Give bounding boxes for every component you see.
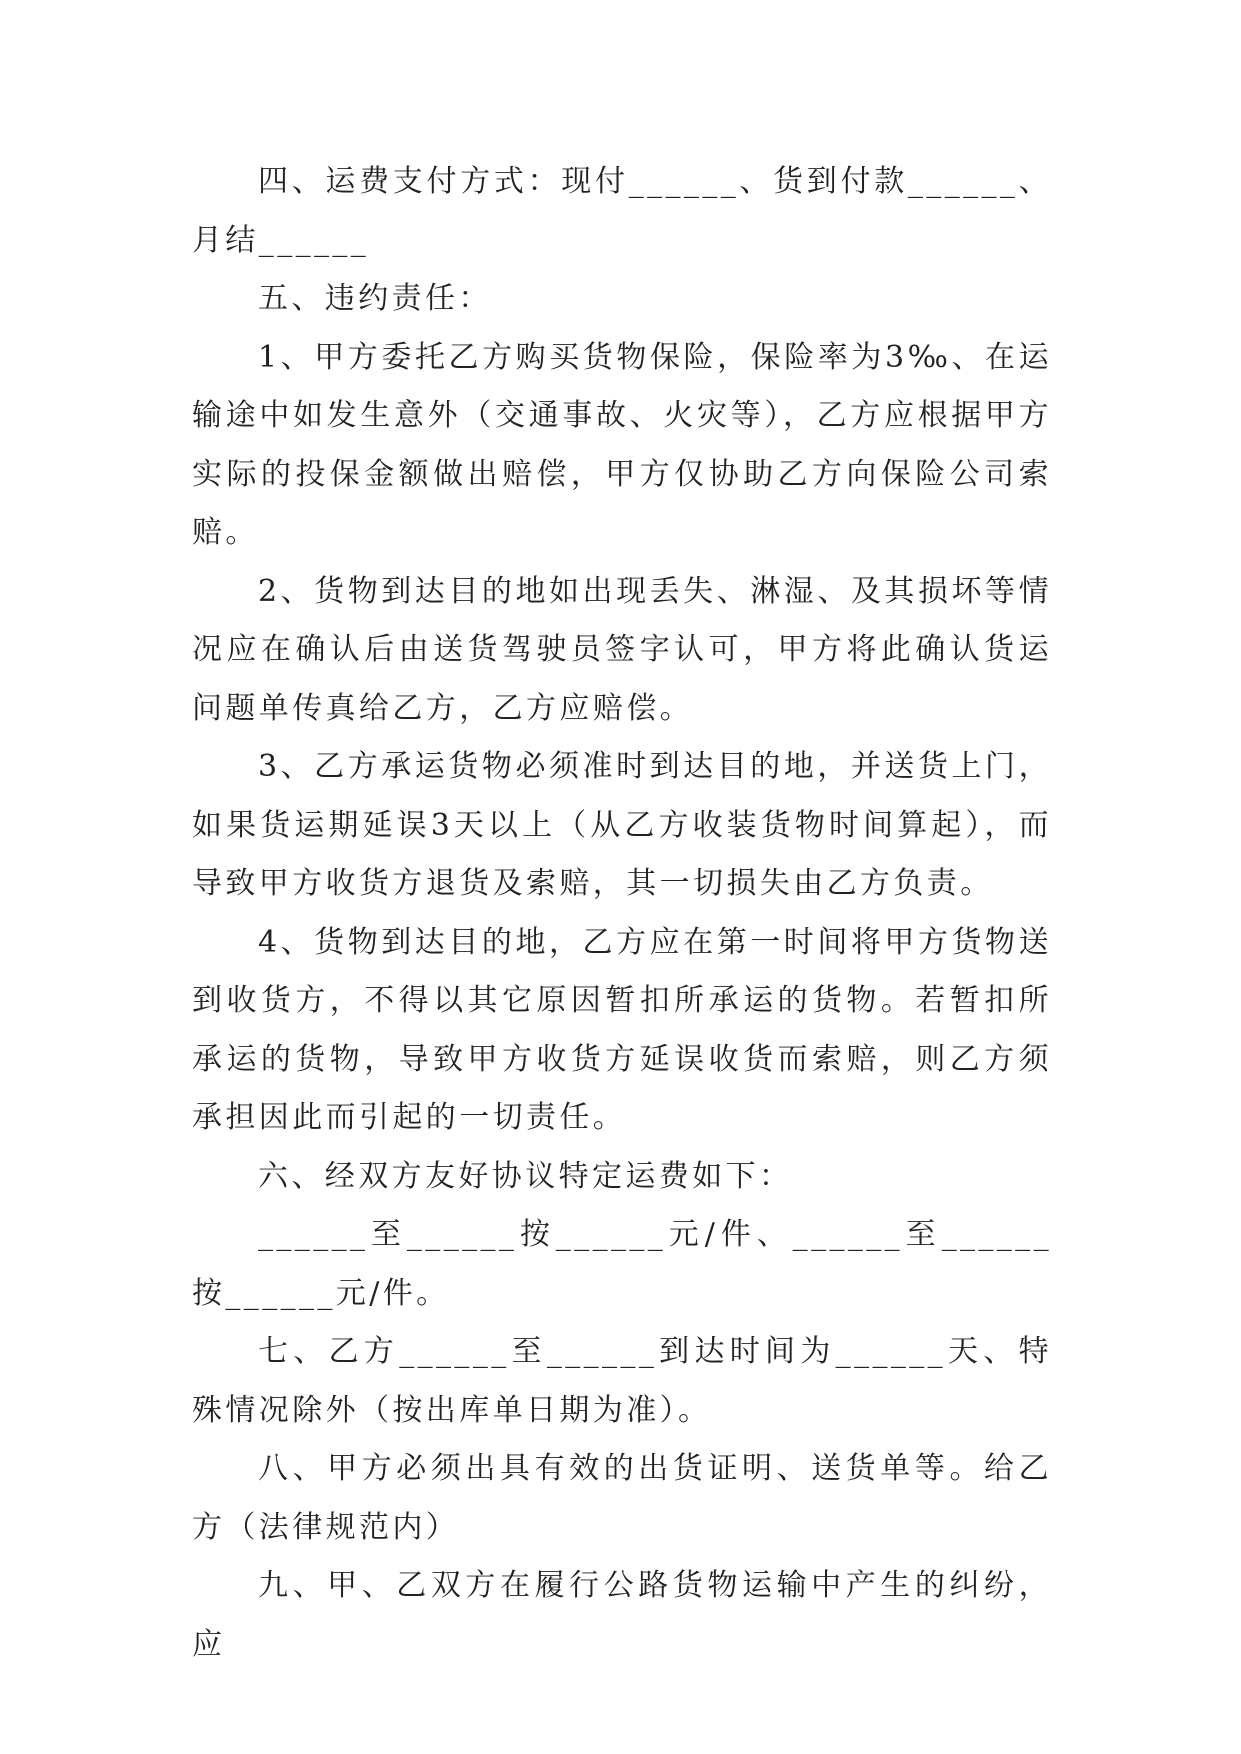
paragraph-shipping-documents: 八、甲方必须出具有效的出货证明、送货单等。给乙方（法律规范内） [192,1451,1052,1545]
document-body [192,153,1052,1674]
paragraph-clause-3: 3、乙方承运货物必须准时到达目的地，并送货上门，如果货运期延误3天以上（从乙方收装货物时间算起），而导致甲方收货方退货及索赔，其一切损失由乙方负责。 [192,749,1052,901]
paragraph-delivery-time: 七、乙方______至______到达时间为______天、特殊情况除外（按出库单日期为准）。 [192,1334,1052,1428]
paragraph-clause-4: 4、货物到达目的地，乙方应在第一时间将甲方货物送到收货方，不得以其它原因暂扣所承运的货物。若暂扣所承运的货物，导致甲方收货方延误收货而索赔，则乙方须承担因此而引起的一切责任。 [192,924,1052,1135]
paragraph-special-freight-heading: 六、经双方友好协议特定运费如下： [258,1158,793,1194]
paragraph-payment-method: 四、运费支付方式：现付______、货到付款______、月结______ [192,164,1052,258]
paragraph-dispute-resolution: 九、甲、乙双方在履行公路货物运输中产生的纠纷，应 [192,1568,1052,1662]
paragraph-liability-heading: 五、违约责任： [258,281,492,316]
paragraph-clause-1: 1、甲方委托乙方购买货物保险，保险率为3‰、在运输途中如发生意外（交通事故、火灾等），乙方应根据甲方实际的投保金额做出赔偿，甲方仅协助乙方向保险公司索赔。 [192,339,1052,550]
paragraph-clause-2: 2、货物到达目的地如出现丢失、淋湿、及其损坏等情况应在确认后由送货驾驶员签字认可，甲方将此确认货运问题单传真给乙方，乙方应赔偿。 [192,573,1052,726]
paragraph-special-freight-rates: ______至______按______元/件、______至______按______元/件。 [192,1217,1052,1311]
